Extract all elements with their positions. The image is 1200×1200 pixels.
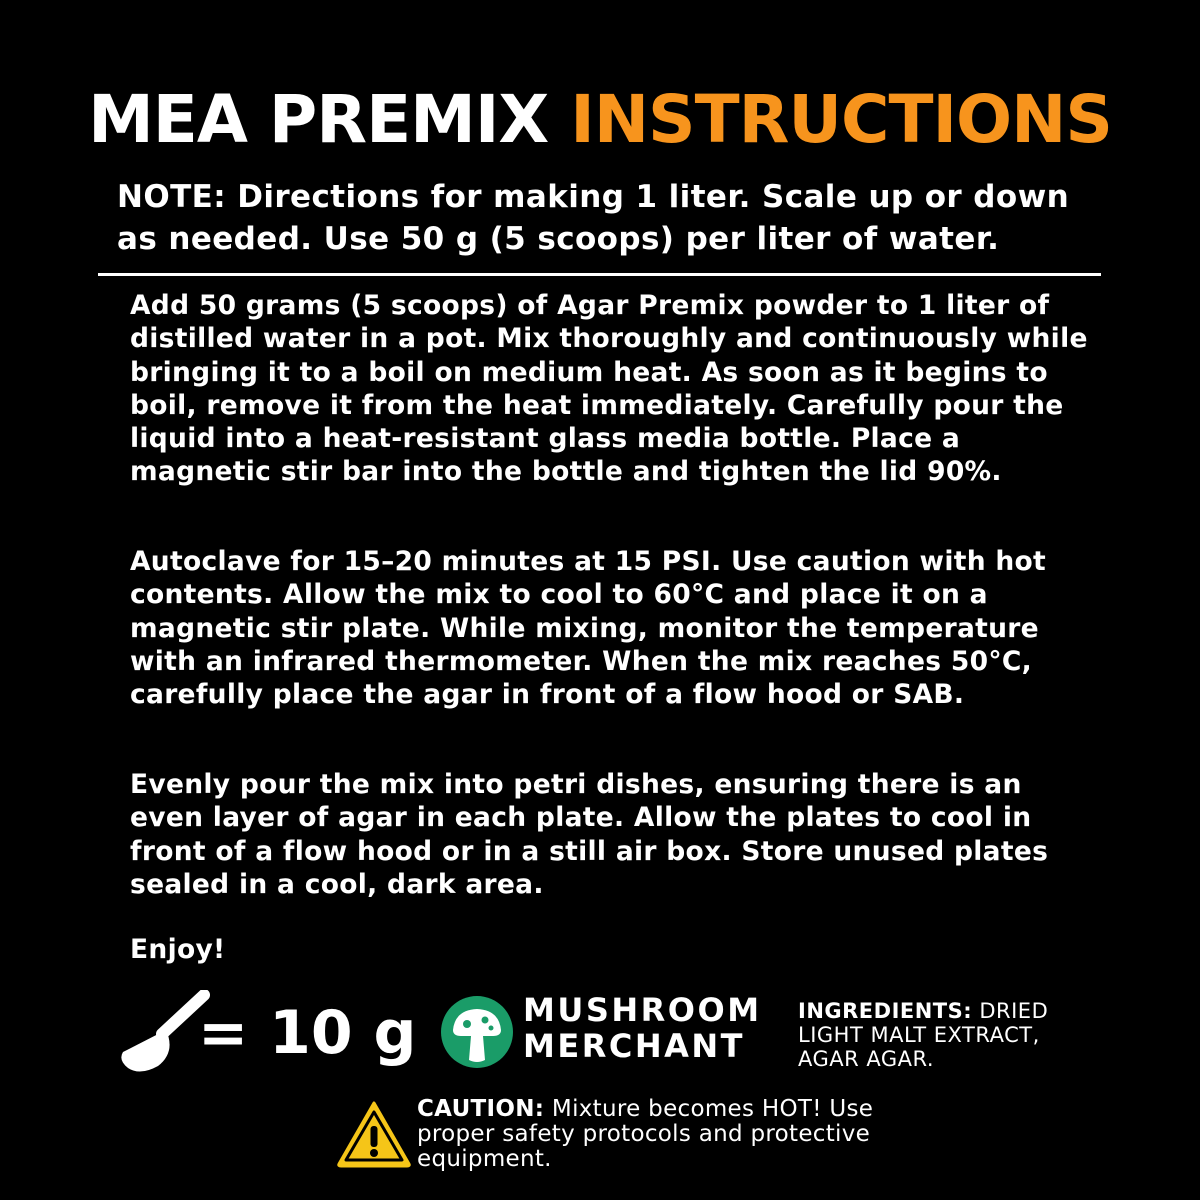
note-text: NOTE: Directions for making 1 liter. Scale up or down as needed. Use 50 g (5 scoops) per liter of water. [117, 179, 1070, 257]
scoop-measure [118, 985, 417, 1085]
instruction-paragraph-2: Autoclave for 15–20 minutes at 15 PSI. Use caution with hot contents. Allow the mix to cool to 60°C and place it on a magnetic stir plate. While mixing, monitor the temperature with an infrared thermometer. When the mix reaches 50°C, carefully place the agar in front of a flow hood or SAB. [130, 546, 1047, 711]
instruction-paragraph-3: Evenly pour the mix into petri dishes, ensuring there is an even layer of agar in each plate. Allow the plates to cool in front of a flow hood or in a still air box. Store unused plates sealed in a cool, dark area. [130, 769, 1049, 900]
ingredients-text: DRIED LIGHT MALT EXTRACT, AGAR AGAR. [798, 999, 1049, 1071]
mushroom-logo-icon [441, 996, 513, 1068]
brand-name [523, 992, 762, 1064]
caution-body: Mixture becomes HOT! Use proper safety protocols and protective equipment. [417, 1096, 874, 1172]
ingredients [798, 999, 1098, 1071]
page-title [0, 80, 1200, 160]
ingredients-label: INGREDIENTS: [798, 999, 973, 1023]
brand-line-1: MUSHROOM [523, 991, 762, 1029]
caution-label: CAUTION: [417, 1096, 545, 1122]
scoop-value: = 10 g [198, 998, 417, 1068]
warning-icon [336, 1100, 412, 1168]
divider [98, 273, 1101, 276]
instruction-paragraph-1: Add 50 grams (5 scoops) of Agar Premix powder to 1 liter of distilled water in a pot. Mix thoroughly and continuously while bringing it to a boil on medium heat. As soon as it begins to boil, remove it from the heat immediately. Carefully pour the liquid into a heat-resistant glass media bottle. Place a magnetic stir bar into the bottle and tighten the lid 90%. [130, 290, 1088, 488]
title-accent: INSTRUCTIONS [570, 81, 1112, 158]
caution-text [417, 1097, 917, 1172]
brand-line-2: MERCHANT [523, 1027, 745, 1065]
title-white: MEA PREMIX [88, 81, 549, 158]
enjoy-text: Enjoy! [130, 934, 226, 965]
